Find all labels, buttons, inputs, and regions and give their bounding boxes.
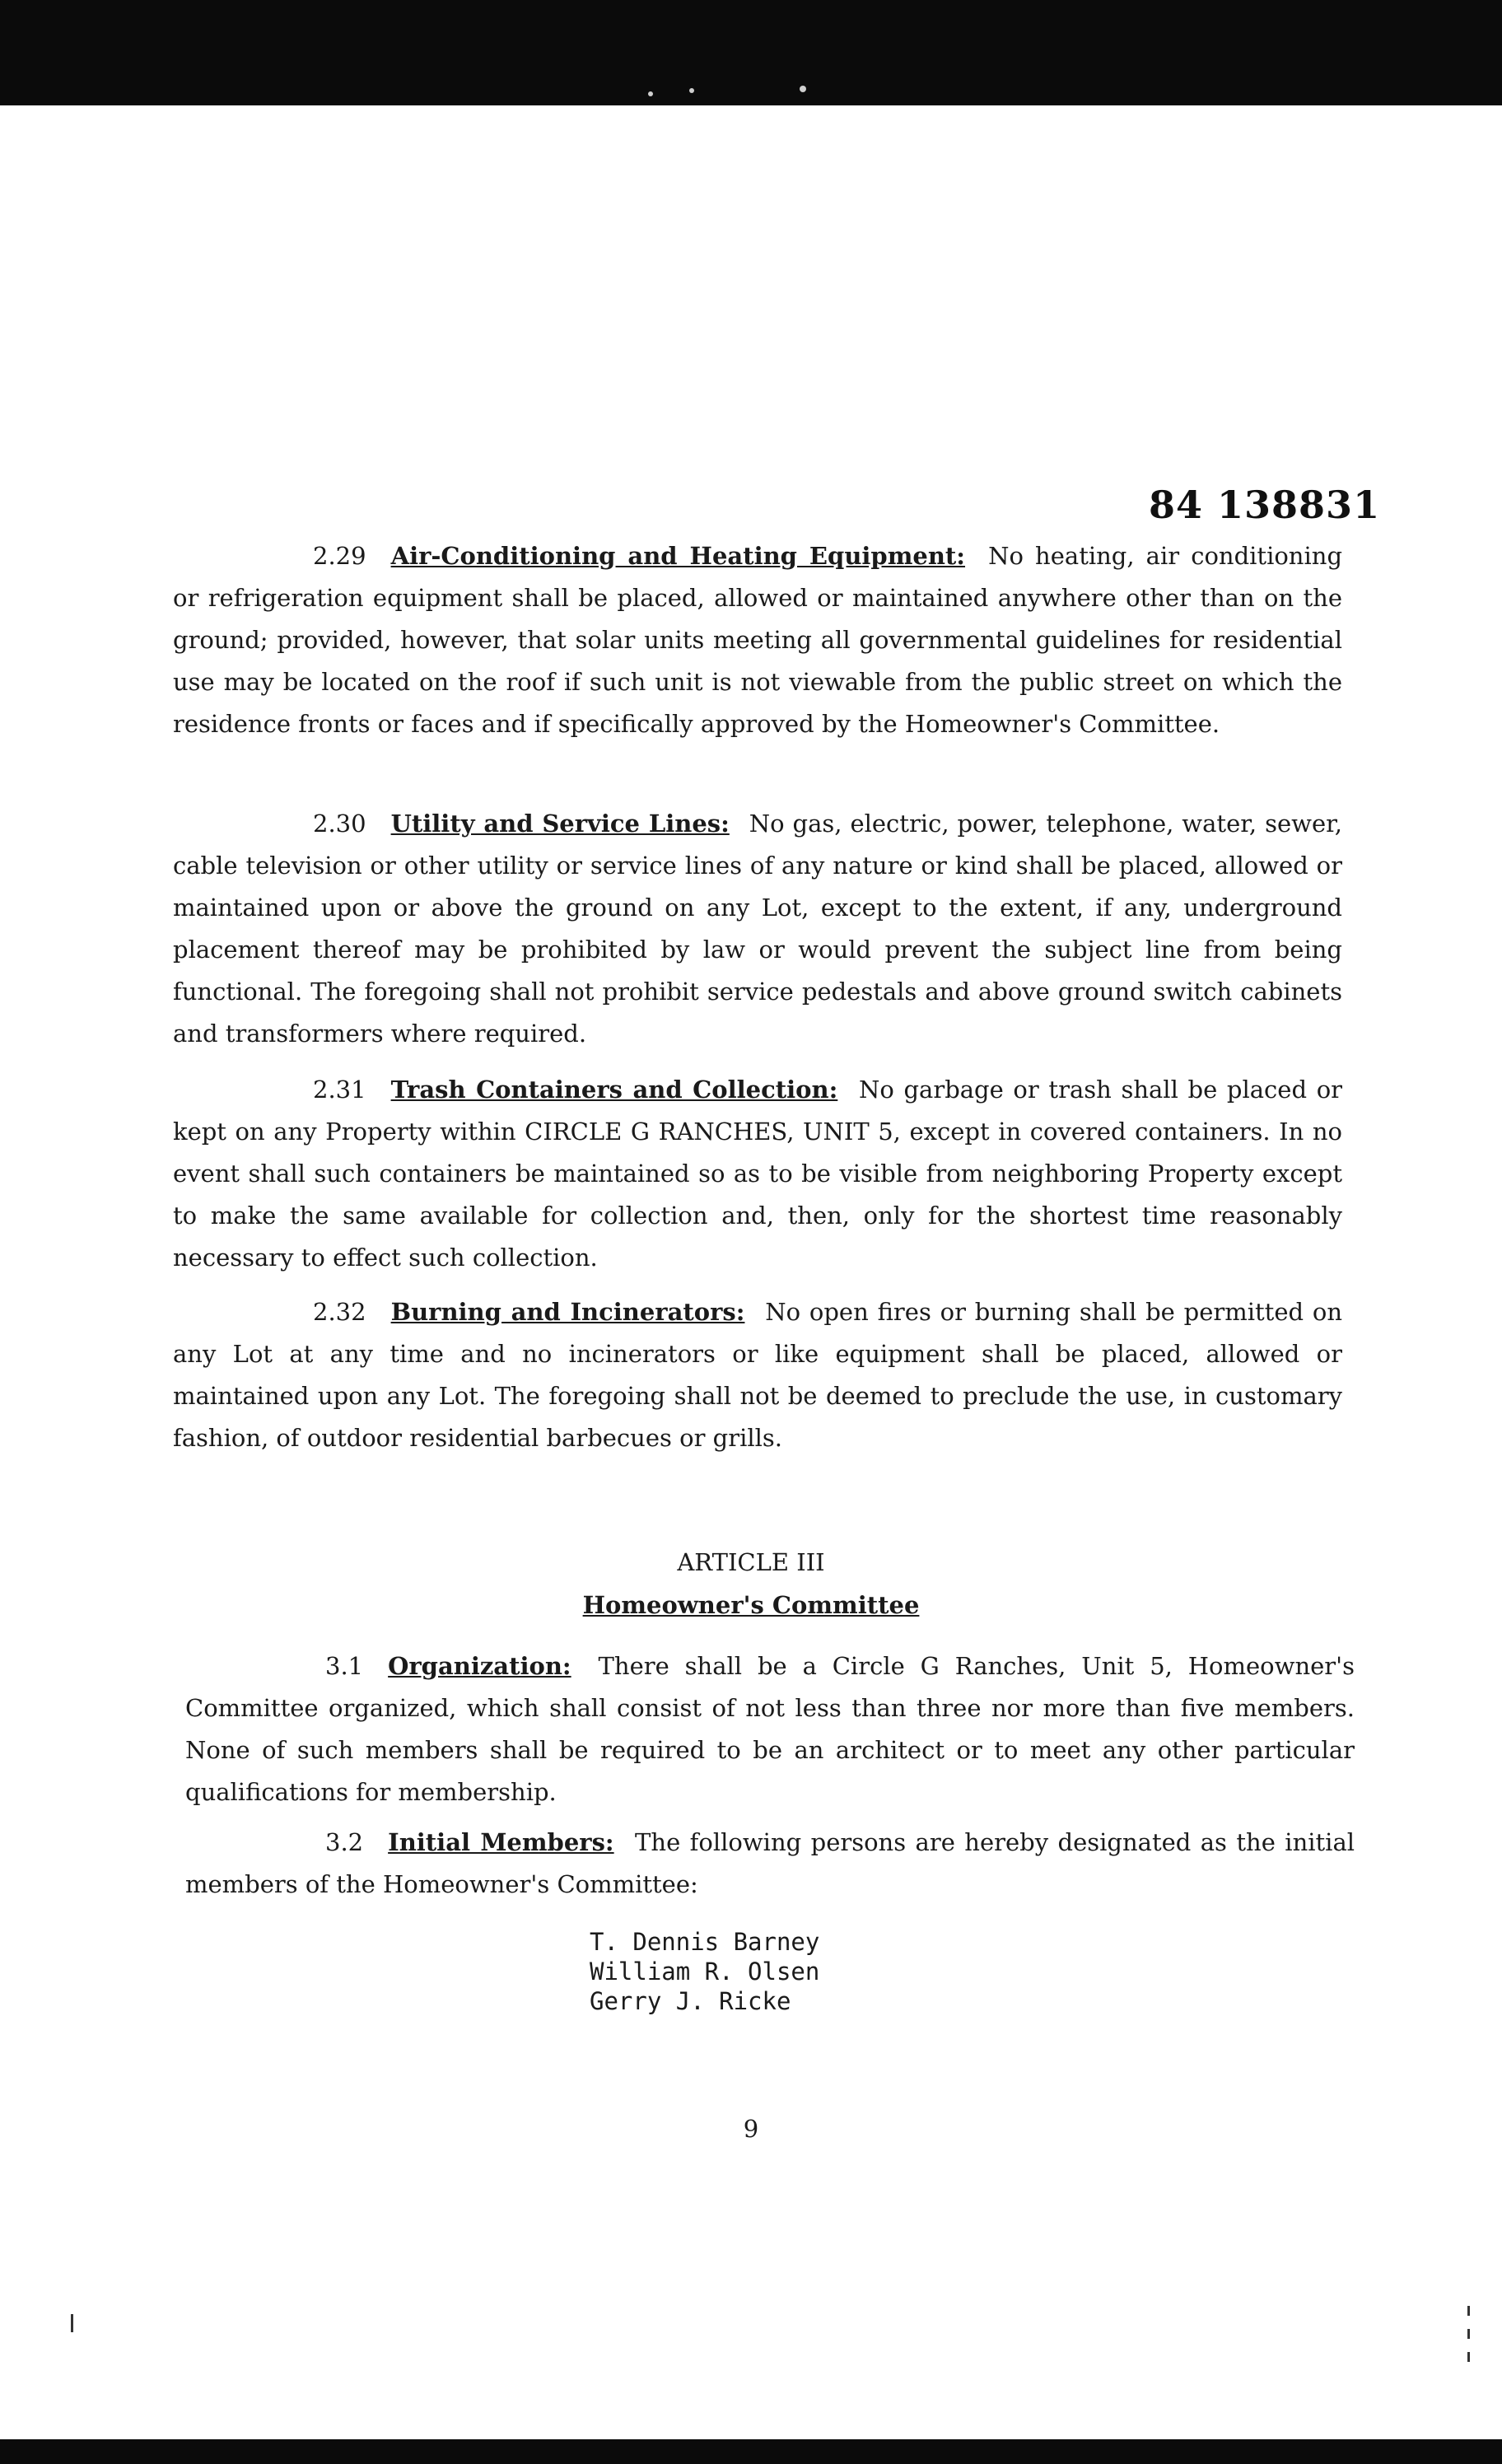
member-name: Gerry J. Ricke <box>590 1987 791 2015</box>
section-number: 3.1 <box>325 1652 364 1680</box>
scan-mark <box>1467 2329 1470 2339</box>
section-text: No gas, electric, power, telephone, water, sewer, cable television or other utility or service lines of any nature or kind shall be placed, allowed or maintained upon or above the ground on any Lot, except to the extent, if any, underground placement thereof may be prohibited by law or would prevent the subject line from being functional. The foregoing shall not prohibit service pedestals and above ground switch cabinets and transformers where required. <box>173 810 1342 1048</box>
section-number: 2.29 <box>313 542 366 570</box>
section-number: 3.2 <box>325 1828 364 1856</box>
section-3-2 <box>185 1822 1355 1906</box>
section-2-32 <box>173 1291 1342 1459</box>
member-name: William R. Olsen <box>590 1958 820 1986</box>
document-number: 84 138831 <box>1149 483 1381 527</box>
section-text: No heating, air conditioning or refrigeration equipment shall be placed, allowed or maintained anywhere other than on the ground; provided, however, that solar units meeting all governmental guidelines for residential use may be located on the roof if such unit is not viewable from the public street on which the residence fronts or faces and if specifically approved by the Homeowner's Committee. <box>173 542 1343 738</box>
scan-border-bottom <box>0 2439 1502 2464</box>
member-name: T. Dennis Barney <box>590 1928 820 1956</box>
section-text: There shall be a Circle G Ranches, Unit 5, Homeowner's Committee organized, which shall consist of not less than three nor more than five members. None of such members shall be required to be an architect or to meet any other particular qualifications for membership. <box>185 1652 1355 1806</box>
section-heading: Utility and Service Lines: <box>390 810 730 838</box>
section-2-29 <box>173 535 1342 745</box>
page-number: 9 <box>743 2115 759 2143</box>
section-text: No garbage or trash shall be placed or kept on any Property within CIRCLE G RANCHES, UNIT 5, except in covered containers. In no event shall such containers be maintained so as to be visible from neighboring Property except to make the same available for collection and, then, only for the shortest time reasonably necessary to effect such collection. <box>173 1076 1343 1272</box>
section-heading: Trash Containers and Collection: <box>390 1076 838 1104</box>
article-subtitle: Homeowner's Committee <box>582 1591 920 1619</box>
section-heading: Organization: <box>388 1652 571 1680</box>
section-heading: Burning and Incinerators: <box>390 1298 745 1326</box>
section-heading: Initial Members: <box>388 1828 614 1856</box>
section-text: The following persons are hereby designated as the initial members of the Homeowner's Committee: <box>185 1828 1355 1898</box>
section-number: 2.31 <box>313 1076 366 1104</box>
article-title: ARTICLE III <box>677 1548 825 1576</box>
scan-mark <box>71 2314 73 2332</box>
section-3-1 <box>185 1645 1355 1813</box>
section-text: No open fires or burning shall be permitted on any Lot at any time and no incinerators or like equipment shall be placed, allowed or maintained upon any Lot. The foregoing shall not be deemed to preclude the use, in customary fashion, of outdoor residential barbecues or grills. <box>173 1298 1342 1452</box>
section-number: 2.30 <box>313 810 366 838</box>
member-list <box>590 1927 819 2016</box>
scan-mark <box>1467 2306 1470 2316</box>
scan-mark <box>1467 2352 1470 2362</box>
scan-noise <box>0 82 1502 105</box>
section-2-31 <box>173 1069 1342 1279</box>
section-heading: Air-Conditioning and Heating Equipment: <box>390 542 966 570</box>
section-number: 2.32 <box>313 1298 366 1326</box>
section-2-30 <box>173 803 1342 1055</box>
